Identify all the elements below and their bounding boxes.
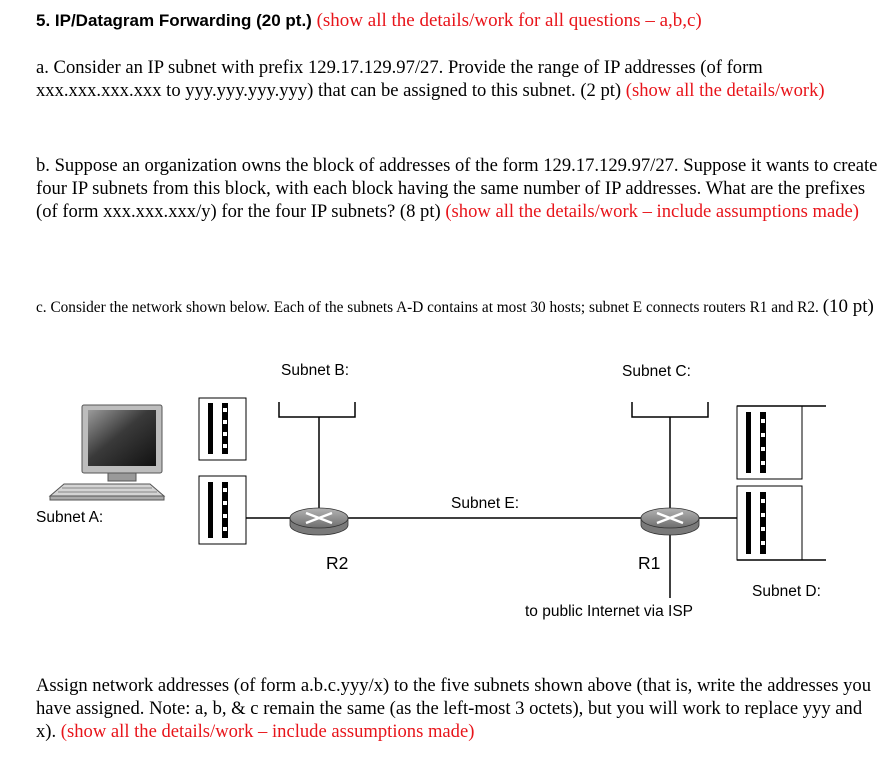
part-b-text: b. Suppose an organization owns the block of addresses of the form 129.17.129.97/27. Suppose it wants to create four IP subnets from this block, with each block having the same number of IP addresses. What are the prefixes (of form xxx.xxx.xxx/y) for the four IP subnets? (8 pt) [36,155,878,222]
network-diagram [0,350,895,640]
host-rack-left-top [199,398,246,460]
subnet-a-label: Subnet A: [36,509,104,526]
question-title: 5. IP/Datagram Forwarding (20 pt.) [36,11,312,30]
router-r1-icon [641,508,699,535]
final-paragraph [36,674,886,743]
host-rack-left-bottom [199,476,246,544]
part-a-paragraph [36,56,881,102]
part-c-text: c. Consider the network shown below. Each of the subnets A-D contains at most 30 hosts; subnet E connects routers R1 and R2. [36,299,819,316]
question-title-note: (show all the details/work for all questions – a,b,c) [316,10,702,31]
final-note: (show all the details/work – include assumptions made) [60,721,475,742]
router-r2-icon [290,508,348,535]
subnet-d-label: Subnet D: [752,583,821,600]
subnet-c-link [632,402,708,508]
part-a-text: a. Consider an IP subnet with prefix 129.17.129.97/27. Provide the range of IP addresses (of form xxx.xxx.xxx.xxx to yyy.yyy.yyy.yyy) that can be assigned to this subnet. (2 pt) [36,57,763,101]
computer-icon [50,405,164,500]
final-text: Assign network addresses (of form a.b.c.yyy/x) to the five subnets shown above (that is, write the addresses you have assigned. Note: a, b, & c remain the same (as the left-most 3 octets), but you will work to replace yyy and x). [36,675,871,742]
question-heading [36,10,702,32]
part-a-note: (show all the details/work) [625,80,825,101]
part-b-note: (show all the details/work – include assumptions made) [445,201,859,222]
isp-label: to public Internet via ISP [525,603,694,620]
host-rack-right-top [737,406,802,479]
part-b-paragraph [36,154,881,223]
subnet-b-label: Subnet B: [281,362,350,379]
router-r2-label: R2 [326,553,349,573]
part-c-points: (10 pt) [822,296,874,317]
host-rack-right-bottom [737,486,802,560]
part-c-paragraph [36,294,886,321]
subnet-b-link [279,402,355,508]
router-r1-label: R1 [638,553,661,573]
subnet-e-label: Subnet E: [451,495,520,512]
subnet-c-label: Subnet C: [622,363,691,380]
